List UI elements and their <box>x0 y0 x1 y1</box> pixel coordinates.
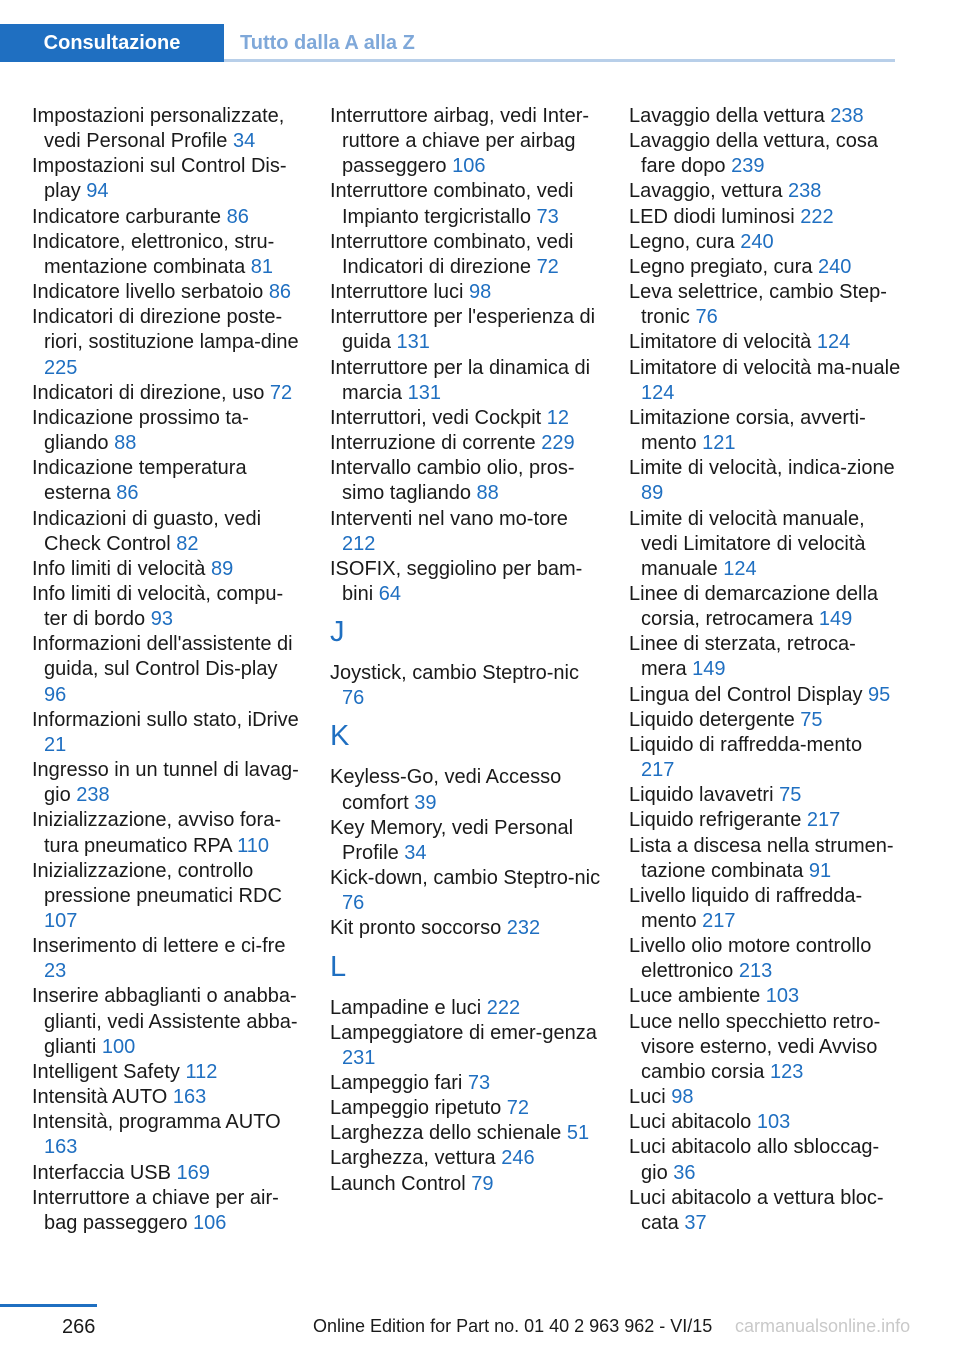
entry-text: Livello olio motore controllo elettronico <box>629 935 872 983</box>
entry-text: Interruttore per la dinamica di marcia <box>330 356 591 404</box>
index-entry <box>330 1172 602 1197</box>
page-reference-link[interactable]: 121 <box>702 432 736 455</box>
page-reference-link[interactable]: 82 <box>176 532 199 555</box>
index-column-2 <box>330 104 602 1197</box>
page-reference-link[interactable]: 89 <box>641 482 664 505</box>
page-reference-link[interactable]: 37 <box>684 1211 707 1234</box>
page-reference-link[interactable]: 112 <box>185 1060 218 1083</box>
entry-text: Ingresso in un tunnel di lavag‐gio <box>32 759 299 807</box>
index-entry <box>330 104 602 179</box>
page-reference-link[interactable]: 76 <box>695 306 718 329</box>
watermark: carmanualsonline.info <box>735 1316 911 1336</box>
page-reference-link[interactable]: 239 <box>731 155 765 178</box>
page-reference-link[interactable]: 89 <box>210 557 234 580</box>
index-entry <box>629 104 901 129</box>
page-reference-link[interactable]: 149 <box>818 608 853 631</box>
page-reference-link[interactable]: 131 <box>407 381 441 404</box>
index-entry <box>629 230 901 255</box>
page-reference-link[interactable]: 217 <box>806 809 841 832</box>
page-reference-link[interactable]: 34 <box>404 841 427 864</box>
index-entry <box>32 582 304 632</box>
entry-text: Inserimento di lettere e ci‐fre <box>32 935 286 958</box>
index-entry <box>330 456 602 506</box>
page-reference-link[interactable]: 212 <box>342 532 376 555</box>
index-entry <box>629 808 901 833</box>
page-reference-link[interactable]: 124 <box>816 331 851 354</box>
edition-text: Online Edition for Part no. 01 40 2 963 962 - VI/15 <box>313 1316 713 1336</box>
index-entry <box>629 632 901 682</box>
index-entry <box>32 1085 304 1110</box>
index-entry <box>32 758 304 808</box>
index-entry <box>32 1186 304 1236</box>
entry-text: Intensità AUTO <box>32 1086 168 1109</box>
index-entry <box>330 406 602 431</box>
index-entry <box>629 708 901 733</box>
section-letter: K <box>330 720 350 753</box>
index-entry <box>32 406 304 456</box>
page-reference-link[interactable]: 98 <box>671 1086 694 1109</box>
footer-divider <box>0 1304 97 1307</box>
index-column-1 <box>32 104 304 1236</box>
page-reference-link[interactable]: 240 <box>818 255 852 278</box>
entry-text: Larghezza dello schienale <box>330 1122 562 1145</box>
index-column-3 <box>629 104 901 1236</box>
entry-text: Interventi nel vano mo‐tore <box>330 507 568 530</box>
entry-text: Kick-down, cambio Steptro‐nic <box>330 867 601 890</box>
page-reference-link[interactable]: 72 <box>269 381 293 404</box>
page-reference-link[interactable]: 232 <box>506 917 541 940</box>
page-reference-link[interactable]: 225 <box>44 356 78 379</box>
page-reference-link[interactable]: 21 <box>44 733 67 756</box>
entry-text: Lampeggio ripetuto <box>330 1097 502 1120</box>
index-entry <box>629 1135 901 1185</box>
page-reference-link[interactable]: 240 <box>740 230 774 253</box>
entry-text: Livello liquido di raffredda‐mento <box>629 884 863 932</box>
index-entry <box>330 916 602 941</box>
index-entry <box>629 934 901 984</box>
page-reference-link[interactable]: 238 <box>76 784 110 807</box>
entry-text: Luce ambiente <box>629 985 761 1008</box>
index-entry <box>32 381 304 406</box>
entry-text: Luci abitacolo allo sbloccag‐gio <box>629 1136 880 1184</box>
index-entry <box>32 230 304 280</box>
index-entry <box>629 582 901 632</box>
entry-text: Indicatori di direzione poste‐riori, sostituzione lampa‐dine <box>32 306 299 354</box>
entry-text: Lista a discesa nella strumen‐tazione combinata <box>629 834 894 882</box>
index-entry <box>629 733 901 783</box>
page-reference-link[interactable]: 96 <box>44 683 67 706</box>
index-entry <box>629 179 901 204</box>
entry-text: Intensità, programma AUTO <box>32 1111 281 1134</box>
entry-text: Intervallo cambio olio, pros‐simo tagliando <box>330 457 575 505</box>
entry-text: Indicazioni di guasto, vedi Check Control <box>32 507 262 555</box>
page-reference-link[interactable]: 86 <box>116 482 139 505</box>
entry-text: Limite di velocità manuale, vedi Limitatore di velocità manuale <box>629 507 866 580</box>
index-entry <box>629 507 901 582</box>
index-entry <box>32 1161 304 1186</box>
entry-text: LED diodi luminosi <box>629 205 795 228</box>
entry-text: Interruttore luci <box>330 281 464 304</box>
page-reference-link[interactable]: 222 <box>800 205 834 228</box>
page-reference-link[interactable]: 169 <box>176 1161 210 1184</box>
entry-text: Lavaggio della vettura, cosa fare dopo <box>629 130 879 178</box>
index-entry <box>32 205 304 230</box>
index-entry <box>330 1021 602 1071</box>
page-reference-link[interactable]: 79 <box>471 1172 494 1195</box>
entry-text: Indicazione prossimo ta‐gliando <box>32 406 249 455</box>
index-entry <box>330 866 602 916</box>
page-reference-link[interactable]: 72 <box>536 255 559 278</box>
page-reference-link[interactable]: 91 <box>808 859 832 882</box>
entry-text: Informazioni dell'assistente di guida, sul Control Dis‐play <box>32 633 293 681</box>
index-entry <box>629 356 901 406</box>
entry-text: Limitatore di velocità ma‐nuale <box>629 356 901 379</box>
index-entry <box>330 280 602 305</box>
section-tab-consultazione[interactable]: Consultazione <box>0 24 224 62</box>
entry-text: Leva selettrice, cambio Step‐tronic <box>629 281 887 329</box>
entry-text: Luci abitacolo a vettura bloc‐cata <box>629 1186 884 1234</box>
entry-text: Key Memory, vedi Personal Profile <box>330 816 574 864</box>
entry-text: Lingua del Control Display <box>629 683 863 706</box>
page-reference-link[interactable]: 106 <box>193 1211 227 1234</box>
page-reference-link[interactable]: 36 <box>673 1161 696 1184</box>
index-entry <box>330 230 602 280</box>
page-reference-link[interactable]: 95 <box>868 683 891 706</box>
index-entry <box>32 507 304 557</box>
index-entry <box>629 683 901 708</box>
index-entry <box>32 808 304 858</box>
entry-text: Lavaggio della vettura <box>629 105 825 127</box>
page-reference-link[interactable]: 217 <box>641 759 675 782</box>
page-reference-link[interactable]: 106 <box>452 155 486 178</box>
entry-text: Inizializzazione, controllo pressione pneumatici RDC <box>32 859 282 907</box>
index-entry <box>629 406 901 456</box>
entry-text: Interruzione di corrente <box>330 432 536 455</box>
entry-text: Indicatore livello serbatoio <box>32 281 264 304</box>
entry-text: Limitazione corsia, avverti‐mento <box>629 406 866 455</box>
entry-text: Informazioni sullo stato, iDrive <box>32 708 299 731</box>
page-reference-link[interactable]: 103 <box>765 985 800 1008</box>
index-entry <box>330 179 602 229</box>
entry-text: Interruttore airbag, vedi Inter‐ruttore a chiave per airbag passeggero <box>330 105 590 178</box>
index-entry <box>330 996 602 1021</box>
entry-text: Linee di demarcazione della corsia, retrocamera <box>629 582 879 631</box>
index-entry <box>32 104 304 154</box>
section-letter: J <box>330 616 345 649</box>
entry-text: Launch Control <box>330 1172 466 1195</box>
index-entry <box>32 984 304 1059</box>
index-entry <box>330 816 602 866</box>
page-reference-link[interactable]: 149 <box>692 658 726 681</box>
entry-text: Interfaccia USB <box>32 1161 171 1184</box>
entry-text: Info limiti di velocità, compu‐ter di bordo <box>32 582 284 631</box>
page-reference-link[interactable]: 86 <box>268 281 292 304</box>
page-reference-link[interactable]: 222 <box>486 996 521 1019</box>
index-entry <box>330 1146 602 1171</box>
index-entry <box>629 884 901 934</box>
header-divider <box>224 59 895 62</box>
index-entry <box>32 305 304 380</box>
index-entry <box>330 431 602 456</box>
page-number: 266 <box>62 1316 96 1338</box>
index-entry <box>32 557 304 582</box>
index-entry <box>330 765 602 815</box>
entry-text: ISOFIX, seggiolino per bam‐bini <box>330 557 583 605</box>
page-reference-link[interactable]: 12 <box>546 406 570 429</box>
index-entry <box>330 1096 602 1121</box>
page-reference-link[interactable]: 76 <box>342 687 365 710</box>
entry-text: Luci <box>629 1086 666 1109</box>
entry-text: Indicatore carburante <box>32 205 222 228</box>
entry-text: Limite di velocità, indica‐zione <box>629 457 895 480</box>
entry-text: Luci abitacolo <box>629 1111 752 1134</box>
entry-text: Joystick, cambio Steptro‐nic <box>330 662 579 685</box>
page-reference-link[interactable]: 73 <box>536 205 559 228</box>
entry-text: Liquido di raffredda‐mento <box>629 733 863 756</box>
index-entry <box>32 280 304 305</box>
page-reference-link[interactable]: 100 <box>101 1035 136 1058</box>
page-reference-link[interactable]: 163 <box>44 1136 78 1159</box>
page-reference-link[interactable]: 72 <box>506 1097 530 1120</box>
page-reference-link[interactable]: 94 <box>86 180 109 203</box>
entry-text: Lampadine e luci <box>330 996 482 1019</box>
page-reference-link[interactable]: 64 <box>378 582 401 605</box>
index-entry <box>330 1121 602 1146</box>
index-entry <box>330 305 602 355</box>
page-reference-link[interactable]: 229 <box>541 432 575 455</box>
index-entry <box>629 1110 901 1135</box>
page-reference-link[interactable]: 88 <box>114 432 137 455</box>
index-entry <box>629 1085 901 1110</box>
entry-text: Indicazione temperatura esterna <box>32 457 247 505</box>
page-reference-link[interactable]: 124 <box>641 381 675 404</box>
entry-text: Limitatore di velocità <box>629 331 812 354</box>
entry-text: Impostazioni personalizzate, vedi Personal Profile <box>32 105 285 153</box>
page-reference-link[interactable]: 217 <box>702 910 736 932</box>
page-reference-link[interactable]: 123 <box>769 1060 804 1083</box>
page-reference-link[interactable]: 86 <box>226 205 249 228</box>
index-entry <box>629 255 901 280</box>
page-reference-link[interactable]: 23 <box>44 960 67 983</box>
page-reference-link[interactable]: 39 <box>414 791 437 814</box>
entry-text: Linee di sterzata, retroca‐mera <box>629 633 856 681</box>
index-entry <box>32 1110 304 1160</box>
page-reference-link[interactable]: 124 <box>723 557 757 580</box>
page-reference-link[interactable]: 75 <box>800 708 823 731</box>
entry-text: Interruttore per l'esperienza di guida <box>330 306 596 354</box>
entry-text: Liquido detergente <box>629 708 795 731</box>
page-reference-link[interactable]: 163 <box>172 1086 207 1109</box>
entry-text: Interruttori, vedi Cockpit <box>330 406 542 429</box>
index-entry <box>629 834 901 884</box>
index-entry <box>330 356 602 406</box>
entry-text: Inserire abbaglianti o anabba‐glianti, vedi Assistente abba‐glianti <box>32 985 298 1058</box>
entry-text: Liquido lavavetri <box>629 784 774 807</box>
page-reference-link[interactable]: 107 <box>44 910 78 932</box>
entry-text: Lavaggio, vettura <box>629 180 783 203</box>
page-reference-link[interactable]: 103 <box>756 1111 791 1134</box>
page-reference-link[interactable]: 73 <box>467 1072 491 1094</box>
index-entry <box>32 456 304 506</box>
page-reference-link[interactable]: 88 <box>476 482 499 505</box>
entry-text: Interruttore combinato, vedi Impianto tergicristallo <box>330 180 574 228</box>
entry-text: Lampeggiatore di emer‐genza <box>330 1021 597 1044</box>
index-entry <box>629 783 901 808</box>
entry-text: Lampeggio fari <box>330 1072 463 1094</box>
page-reference-link[interactable]: 231 <box>342 1046 376 1069</box>
page-header <box>0 24 895 62</box>
section-letter: L <box>330 950 347 983</box>
page-reference-link[interactable]: 213 <box>738 960 773 983</box>
page-reference-link[interactable]: 34 <box>233 130 256 153</box>
entry-text: Indicatori di direzione, uso <box>32 381 265 404</box>
index-entry <box>330 661 602 711</box>
page-reference-link[interactable]: 110 <box>237 834 269 857</box>
index-entry <box>629 1010 901 1085</box>
section-tab-a-z[interactable]: Tutto dalla A alla Z <box>240 32 415 54</box>
index-entry <box>32 632 304 707</box>
entry-text: Liquido refrigerante <box>629 809 802 832</box>
index-entry <box>629 280 901 330</box>
index-entry <box>629 984 901 1009</box>
index-entry <box>32 1060 304 1085</box>
entry-text: Indicatore, elettronico, stru‐mentazione combinata <box>32 230 275 278</box>
index-entry <box>629 1186 901 1236</box>
page-reference-link[interactable]: 238 <box>788 180 822 203</box>
index-entry <box>629 330 901 355</box>
index-entry <box>330 1071 602 1096</box>
page-reference-link[interactable]: 238 <box>830 105 864 127</box>
page-reference-link[interactable]: 81 <box>250 255 274 278</box>
page-reference-link[interactable]: 246 <box>501 1147 535 1170</box>
entry-text: Info limiti di velocità <box>32 557 206 580</box>
entry-text: Interruttore a chiave per air‐bag passeggero <box>32 1186 279 1234</box>
index-entry <box>330 557 602 607</box>
entry-text: Interruttore combinato, vedi Indicatori di direzione <box>330 230 574 278</box>
index-entry <box>32 859 304 934</box>
entry-text: Larghezza, vettura <box>330 1147 496 1170</box>
entry-text: Inizializzazione, avviso fora‐tura pneumatico RPA <box>32 809 281 857</box>
entry-text: Impostazioni sul Control Dis‐play <box>32 155 287 203</box>
index-entry <box>32 708 304 758</box>
page-reference-link[interactable]: 51 <box>566 1122 590 1145</box>
entry-text: Kit pronto soccorso <box>330 917 502 940</box>
index-entry <box>32 154 304 204</box>
page-reference-link[interactable]: 98 <box>468 281 492 304</box>
entry-text: Legno, cura <box>629 230 735 253</box>
index-entry <box>629 205 901 230</box>
index-entry <box>32 934 304 984</box>
entry-text: Intelligent Safety <box>32 1060 180 1083</box>
entry-text: Legno pregiato, cura <box>629 255 813 278</box>
page-reference-link[interactable]: 131 <box>396 331 430 354</box>
entry-text: Luce nello specchietto retro‐visore esterno, vedi Avviso cambio corsia <box>629 1010 881 1083</box>
page-reference-link[interactable]: 76 <box>342 892 365 915</box>
page-reference-link[interactable]: 93 <box>150 608 173 631</box>
entry-text: Keyless-Go, vedi Accesso comfort <box>330 766 562 814</box>
page-reference-link[interactable]: 75 <box>779 784 802 807</box>
index-entry <box>629 456 901 506</box>
index-entry <box>330 507 602 557</box>
index-entry <box>629 129 901 179</box>
